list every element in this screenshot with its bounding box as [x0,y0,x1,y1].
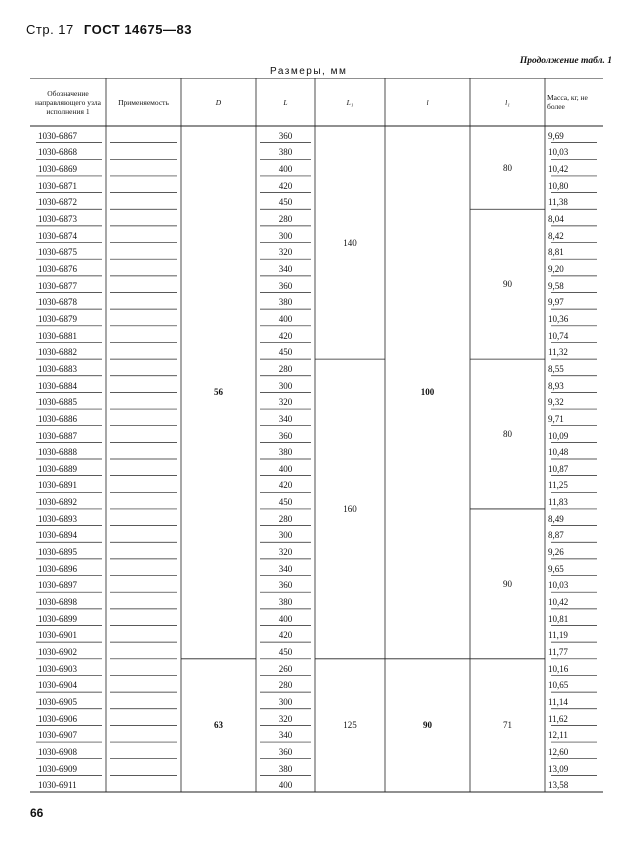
designation-cell: 1030-6909 [38,763,77,774]
mass-cell: 8,55 [548,363,564,374]
mass-cell: 10,65 [548,680,569,691]
designation-cell: 1030-6881 [38,330,77,341]
length-L-cell: 380 [278,447,293,458]
designation-cell: 1030-6884 [38,380,77,391]
mass-cell: 10,09 [548,430,569,441]
mass-cell: 13,09 [548,763,569,774]
length-L-cell: 340 [278,563,293,574]
mass-cell: 10,16 [548,663,569,674]
dimensions-caption: Размеры, мм [270,66,348,77]
mass-cell: 11,77 [548,646,568,657]
designation-cell: 1030-6899 [38,613,77,624]
length-L-cell: 400 [278,613,293,624]
length-L-cell: 320 [278,397,293,408]
mass-cell: 8,81 [548,247,564,258]
length-L-cell: 300 [278,380,293,391]
length-L-cell: 360 [278,430,293,441]
length-L-cell: 380 [278,297,293,308]
mass-cell: 9,71 [548,413,564,424]
designation-cell: 1030-6897 [38,580,77,591]
mass-cell: 9,69 [548,130,564,141]
mass-cell: 11,83 [548,497,568,508]
mass-cell: 10,03 [548,580,569,591]
mass-cell: 10,74 [548,330,569,341]
designation-cell: 1030-6869 [38,164,77,175]
length-L-cell: 340 [278,264,293,274]
merged-l1-value: 80 [503,162,512,173]
designation-cell: 1030-6905 [38,696,77,707]
designation-cell: 1030-6891 [38,480,77,491]
designation-cell: 1030-6896 [38,563,77,574]
designation-cell: 1030-6888 [38,447,77,458]
designation-cell: 1030-6904 [38,680,77,691]
mass-cell: 10,87 [548,463,569,474]
designation-cell: 1030-6877 [38,280,77,291]
merged-l1-value: 71 [503,720,512,731]
length-L-cell: 450 [278,347,293,358]
designation-cell: 1030-6886 [38,413,77,424]
length-L-cell: 400 [278,164,293,175]
length-L-cell: 400 [278,313,293,324]
mass-cell: 11,25 [548,480,568,491]
mass-cell: 9,58 [548,280,564,291]
designation-cell: 1030-6901 [38,630,77,641]
mass-cell: 8,49 [548,513,564,524]
length-L-cell: 360 [278,580,293,591]
length-L-cell: 260 [278,663,293,674]
mass-cell: 10,80 [548,180,569,191]
length-L-cell: 300 [278,696,293,707]
mass-cell: 10,03 [548,147,569,158]
length-L-cell: 380 [278,763,293,774]
length-L-cell: 360 [278,130,293,141]
designation-cell: 1030-6895 [38,547,77,558]
designation-cell: 1030-6889 [38,463,77,474]
mass-cell: 12,11 [548,730,568,741]
length-L-cell: 450 [278,197,293,208]
merged-D-value: 63 [214,720,223,731]
designation-cell: 1030-6894 [38,530,77,541]
designation-cell: 1030-6872 [38,197,77,208]
designation-cell: 1030-6882 [38,347,77,358]
length-L-cell: 280 [278,513,293,524]
length-L-cell: 400 [278,463,293,474]
designation-cell: 1030-6875 [38,247,77,258]
length-L-cell: 320 [278,713,293,724]
designation-cell: 1030-6902 [38,646,77,657]
length-L-cell: 320 [278,547,293,558]
mass-cell: 12,60 [548,746,569,757]
designation-cell: 1030-6907 [38,730,77,741]
merged-l1-value: 90 [503,578,512,589]
header-L: L [283,97,288,107]
length-L-cell: 450 [278,646,293,657]
length-L-cell: 360 [278,746,293,757]
mass-cell: 9,32 [548,397,564,408]
length-L-cell: 420 [278,180,293,191]
header-application: Применяемость [118,97,169,107]
merged-L1-value: 125 [343,720,357,731]
length-L-cell: 420 [278,480,293,491]
header-D: D [215,97,222,107]
standard-number: ГОСТ 14675—83 [83,22,192,37]
page-label: Стр. 17 [26,22,74,37]
length-L-cell: 340 [278,413,293,424]
designation-cell: 1030-6892 [38,497,77,508]
mass-cell: 10,36 [548,313,569,324]
length-L-cell: 280 [278,680,293,691]
designation-cell: 1030-6911 [38,780,77,791]
length-L-cell: 420 [278,630,293,641]
designation-cell: 1030-6903 [38,663,77,674]
length-L-cell: 320 [278,247,293,258]
mass-cell: 11,14 [548,696,568,707]
table-continuation-label: Продолжение табл. 1 [519,56,612,66]
merged-D-value: 56 [214,387,223,398]
merged-l1-value: 80 [503,429,512,440]
merged-l1-value: 90 [503,279,512,290]
length-L-cell: 380 [278,147,293,158]
mass-cell: 9,20 [548,264,564,274]
mass-cell: 9,97 [548,297,564,308]
length-L-cell: 280 [278,363,293,374]
designation-cell: 1030-6893 [38,513,77,524]
length-L-cell: 400 [278,780,293,791]
mass-cell: 11,38 [548,197,568,208]
header-l1: l₁ [505,97,510,107]
merged-L1-value: 140 [343,237,357,248]
dimensions-table [30,78,603,798]
mass-cell: 9,26 [548,547,564,558]
header-L1: L₁ [346,97,354,107]
mass-cell: 8,93 [548,380,564,391]
mass-cell: 11,19 [548,630,568,641]
footer-page-number: 66 [30,806,44,820]
length-L-cell: 450 [278,497,293,508]
designation-cell: 1030-6876 [38,264,77,274]
merged-l-value: 90 [423,720,432,731]
designation-cell: 1030-6879 [38,313,77,324]
mass-cell: 8,04 [548,214,564,225]
length-L-cell: 420 [278,330,293,341]
page-header [26,22,192,37]
merged-l-value: 100 [420,387,435,398]
merged-L1-value: 160 [343,503,357,514]
designation-cell: 1030-6898 [38,597,77,607]
designation-cell: 1030-6885 [38,397,77,408]
header-designation: Обозначение направляющего узла исполнения 1 [35,88,101,116]
designation-cell: 1030-6873 [38,214,77,225]
designation-cell: 1030-6871 [38,180,77,191]
designation-cell: 1030-6867 [38,130,77,141]
length-L-cell: 340 [278,730,293,741]
mass-cell: 11,32 [548,347,568,358]
mass-cell: 10,81 [548,613,569,624]
designation-cell: 1030-6874 [38,230,77,241]
mass-cell: 9,65 [548,563,564,574]
designation-cell: 1030-6878 [38,297,77,308]
mass-cell: 8,87 [548,530,564,541]
designation-cell: 1030-6883 [38,363,77,374]
designation-cell: 1030-6906 [38,713,77,724]
mass-cell: 13,58 [548,780,569,791]
mass-cell: 10,48 [548,447,569,458]
designation-cell: 1030-6908 [38,746,77,757]
designation-cell: 1030-6887 [38,430,77,441]
header-l: l [426,97,429,107]
length-L-cell: 280 [278,214,293,225]
mass-cell: 10,42 [548,164,569,175]
designation-cell: 1030-6868 [38,147,77,158]
header-mass: Масса, кг, не более [547,93,588,111]
length-L-cell: 300 [278,230,293,241]
length-L-cell: 360 [278,280,293,291]
length-L-cell: 300 [278,530,293,541]
mass-cell: 8,42 [548,230,564,241]
mass-cell: 11,62 [548,713,568,724]
length-L-cell: 380 [278,597,293,607]
mass-cell: 10,42 [548,597,569,607]
